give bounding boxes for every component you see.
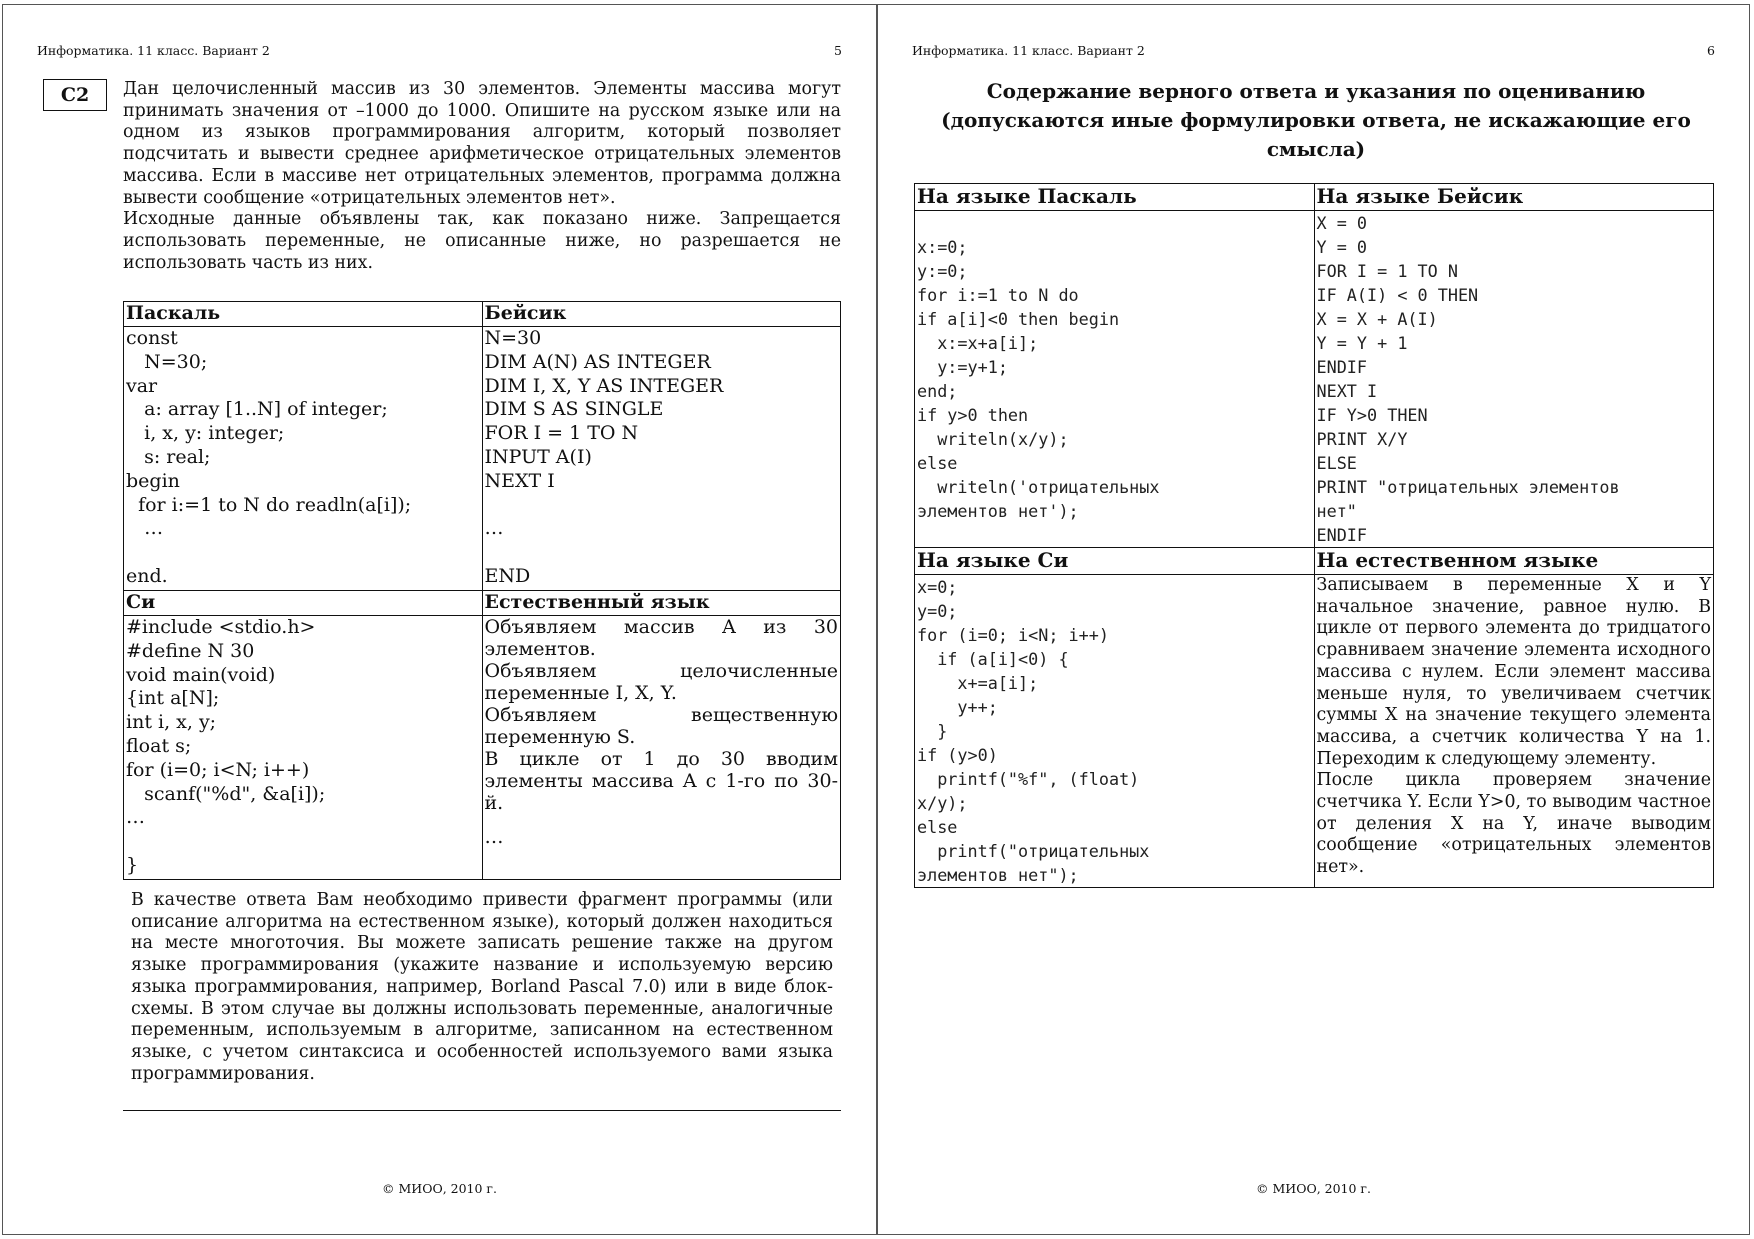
task-statement [123,79,841,274]
answer-table [914,183,1714,888]
natural-ellipsis: … [484,826,504,848]
natural-paragraph-1: Записываем в переменные X и Y начальное значение, равное нулю. В цикле от первого элемента до тридцатого сравниваем значение элемента исходного массива с нулем. Если элемент массива меньше нуля, то увеличиваем счетчик суммы X на значение текущего элемента массива, а счетчик количества Y на 1. Переходим к следующему элементу. [1316,575,1711,769]
answer-title: Содержание верного ответа и указания по оцениванию (допускаются иные формулировки ответа, не искажающие его смысла) [941,79,1691,161]
footer-copyright: © МИОО, 2010 г. [1256,1181,1371,1196]
natural-solution [1314,575,1714,888]
natural-line-4: В цикле от 1 до 30 вводим элементы массива A с 1-го по 30-й. [484,748,838,814]
natural-line-3: Объявляем вещественную переменную S. [484,704,838,748]
task-paragraph-2: Исходные данные объявлены так, как показано ниже. Запрещается использовать переменные, не описанные ниже, но разрешается не использовать часть из них. [123,209,841,273]
pascal-header: На языке Паскаль [915,184,1315,211]
pascal-header: Паскаль [124,302,483,327]
basic-header: На языке Бейсик [1314,184,1714,211]
answer-instructions: В качестве ответа Вам необходимо привести фрагмент программы (или описание алгоритма на естественном языке), который должен находиться на месте многоточия. Вы можете записать решение также на другом языке программирования (укажите название и используемую версию языка программирования, например, Borland Pascal 7.0) или в виде блок-схемы. В этом случае вы должны использовать переменные, аналогичные переменным, используемым в алгоритме, записанном на естественном языке, с учетом синтаксиса и особенностей используемого вами языка программирования. [131,890,833,1084]
c-solution: x=0; y=0; for (i=0; i<N; i++) if (a[i]<0) { x+=a[i]; y++; } if (y>0) printf("%f", (float) x/y); else printf("отрицательных элементов нет"); [915,575,1315,888]
natural-header: На естественном языке [1314,548,1714,575]
source-code-table [123,301,841,880]
task-tag: С2 [43,79,107,111]
natural-line-2: Объявляем целочисленные переменные I, X, Y. [484,660,838,704]
task-paragraph-1: Дан целочисленный массив из 30 элементов. Элементы массива могут принимать значения от –1000 до 1000. Опишите на русском языке или на одном из языков программирования алгоритм, который позволяет подсчитать и вывести среднее арифметическое отрицательных элементов массива. Если в массиве нет отрицательных элементов, программа должна вывести сообщение «отрицательных элементов нет». [123,79,841,208]
basic-code: N=30 DIM A(N) AS INTEGER DIM I, X, Y AS INTEGER DIM S AS SINGLE FOR I = 1 TO N INPUT A(I) NEXT I … END [482,327,841,591]
natural-line-1: Объявляем массив A из 30 элементов. [484,616,838,660]
pascal-code: const N=30; var a: array [1..N] of integer; i, x, y: integer; s: real; begin for i:=1 to N do readln(a[i]); … end. [124,327,483,591]
page-left [2,4,877,1235]
c-code: #include <stdio.h> #define N 30 void main(void) {int a[N]; int i, x, y; float s; for (i=0; i<N; i++) scanf("%d", &a[i]); … } [124,616,483,880]
natural-paragraph-2: После цикла проверяем значение счетчика Y. Если Y>0, то выводим частное от деления X на Y, иначе выводим сообщение «отрицательных элементов нет». [1316,770,1712,878]
natural-description [482,616,841,880]
basic-solution: X = 0 Y = 0 FOR I = 1 TO N IF A(I) < 0 THEN X = X + A(I) Y = Y + 1 ENDIF NEXT I IF Y>0 THEN PRINT X/Y ELSE PRINT "отрицательных элементов нет" ENDIF [1314,211,1714,548]
c-header: Си [124,591,483,616]
header-title: Информатика. 11 класс. Вариант 2 [912,43,1145,58]
footer-copyright: © МИОО, 2010 г. [382,1181,497,1196]
c-header: На языке Си [915,548,1315,575]
basic-header: Бейсик [482,302,841,327]
page-right [877,4,1750,1235]
page-number: 6 [1707,43,1715,58]
header-title: Информатика. 11 класс. Вариант 2 [37,43,270,58]
answer-divider [123,1110,841,1111]
page-number: 5 [834,43,842,58]
natural-header: Естественный язык [482,591,841,616]
pascal-solution: x:=0; y:=0; for i:=1 to N do if a[i]<0 then begin x:=x+a[i]; y:=y+1; end; if y>0 then writeln(x/y); else writeln('отрицательных элементов нет'); [915,211,1315,548]
